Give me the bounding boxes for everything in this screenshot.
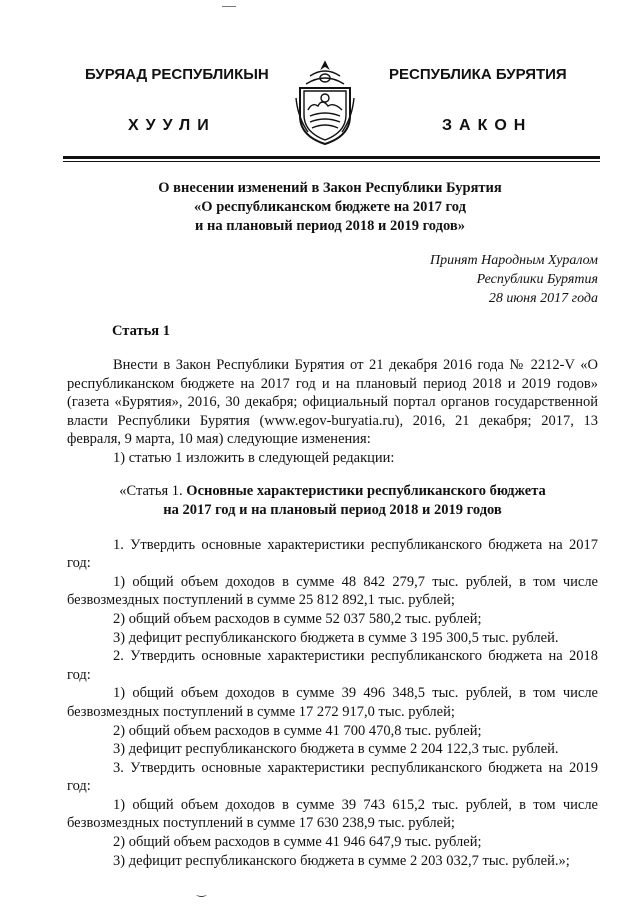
article-heading: Статья 1	[112, 323, 170, 339]
budget-item: 1) общий объем доходов в сумме 48 842 279,7 тыс. рублей, в том числе безвозмездных поступлений в сумме 25 812 892,1 тыс. рублей;	[67, 573, 598, 609]
budget-item: 3) дефицит республиканского бюджета в сумме 2 203 032,7 тыс. рублей.»;	[113, 852, 570, 869]
amendment-item: 1) статью 1 изложить в следующей редакции:	[113, 449, 395, 466]
budget-item: 3) дефицит республиканского бюджета в сумме 2 204 122,3 тыс. рублей.	[113, 741, 559, 758]
budget-item: 1) общий объем доходов в сумме 39 496 348,5 тыс. рублей, в том числе безвозмездных поступлений в сумме 17 272 917,0 тыс. рублей;	[67, 685, 598, 720]
budget-item: 1) общий объем доходов в сумме 39 743 615,2 тыс. рублей, в том числе безвозмездных поступлений в сумме 17 630 238,9 тыс. рублей;	[67, 796, 598, 832]
budget-paragraph-2017: 1. Утвердить основные характеристики республиканского бюджета на 2017 год:	[67, 536, 598, 572]
budget-item: 2) общий объем расходов в сумме 52 037 580,2 тыс. рублей;	[113, 610, 482, 627]
amended-article-title: Основные характеристики республиканского бюджета	[186, 482, 546, 499]
header-word-left: ХУУЛИ	[128, 117, 216, 134]
header-word-right: ЗАКОН	[442, 117, 533, 134]
document-body	[67, 356, 598, 870]
amended-article-prefix: «Статья 1.	[119, 482, 187, 499]
law-title-line: «О республиканском бюджете на 2017 год	[194, 199, 466, 215]
scan-mark	[222, 6, 236, 7]
adoption-note-line: Республики Бурятия	[476, 272, 598, 287]
law-title	[100, 179, 560, 236]
coat-of-arms-emblem-icon	[292, 58, 358, 148]
header-divider-thick	[63, 156, 600, 159]
law-title-line: и на плановый период 2018 и 2019 годов»	[195, 218, 465, 234]
budget-paragraph-2018: 2. Утвердить основные характеристики республиканского бюджета на 2018 год:	[67, 648, 598, 683]
scan-mark: ‿	[197, 885, 206, 897]
amended-article-title: на 2017 год и на плановый период 2018 и 2019 годов	[163, 501, 502, 518]
adoption-note-line: 28 июня 2017 года	[488, 291, 598, 306]
adoption-note	[430, 251, 598, 308]
header-republic-left: БУРЯАД РЕСПУБЛИКЫН	[85, 66, 269, 83]
law-title-line: О внесении изменений в Закон Республики Бурятия	[158, 180, 502, 196]
budget-paragraph-2019: 3. Утвердить основные характеристики республиканского бюджета на 2019 год:	[67, 759, 598, 795]
budget-item: 3) дефицит республиканского бюджета в сумме 3 195 300,5 тыс. рублей.	[113, 629, 559, 646]
intro-paragraph: Внести в Закон Республики Бурятия от 21 декабря 2016 года № 2212-V «О республиканском бюджете на 2017 год и на плановый период 2018 и 2019 годов» (газета «Бурятия», 2016, 30 декабря; официальный портал органов государственной власти Республики Бурятия (www.egov-buryatia.ru), 2016, 21 декабря; 2017, 13 февраля, 9 марта, 10 мая) следующие изменения:	[67, 357, 598, 448]
header-divider-thin	[63, 161, 600, 162]
header-republic-right: РЕСПУБЛИКА БУРЯТИЯ	[389, 66, 567, 83]
amended-article-heading	[67, 482, 598, 520]
adoption-note-line: Принят Народным Хуралом	[429, 253, 598, 268]
budget-item: 2) общий объем расходов в сумме 41 946 647,9 тыс. рублей;	[113, 834, 482, 851]
budget-item: 2) общий объем расходов в сумме 41 700 470,8 тыс. рублей;	[113, 722, 482, 739]
